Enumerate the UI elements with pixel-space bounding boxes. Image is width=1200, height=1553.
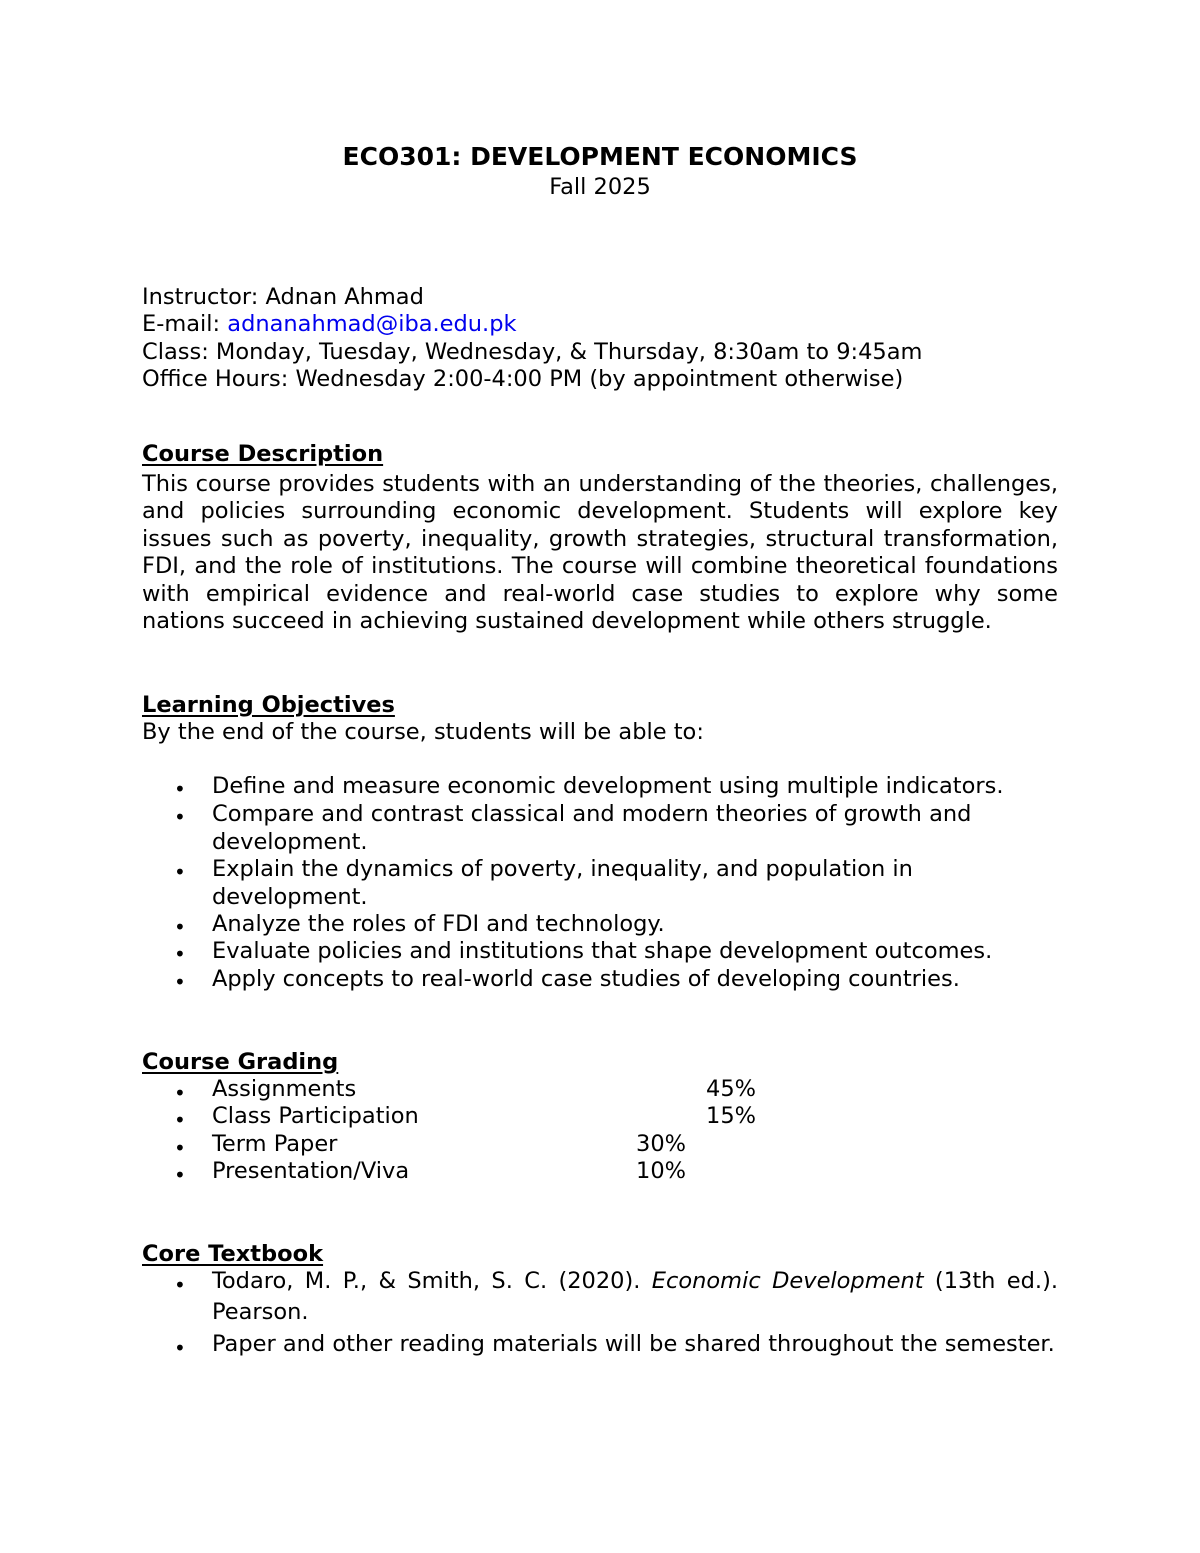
objective-item: Apply concepts to real-world case studies of developing countries. <box>212 966 960 992</box>
other-readings: Paper and other reading materials will be shared throughout the semester. <box>212 1331 1055 1357</box>
email-label: E-mail: <box>142 311 228 337</box>
bullet-icon <box>174 972 184 982</box>
course-title: ECO301: DEVELOPMENT ECONOMICS <box>342 142 858 171</box>
objective-item: Analyze the roles of FDI and technology. <box>212 911 665 937</box>
email-link[interactable]: adnanahmad@iba.edu.pk <box>227 311 517 337</box>
learning-objectives-heading: Learning Objectives <box>142 692 395 718</box>
instructor-line: Instructor: Adnan Ahmad <box>142 284 424 310</box>
bullet-icon <box>174 1275 184 1285</box>
objective-item: Explain the dynamics of poverty, inequality, and population in development. <box>212 856 913 910</box>
course-term: Fall 2025 <box>549 174 651 200</box>
office-hours-line: Office Hours: Wednesday 2:00-4:00 PM (by appointment otherwise) <box>142 366 904 392</box>
grading-item-weight: 30% <box>636 1131 687 1157</box>
bullet-icon <box>174 1138 184 1148</box>
textbook-reference: Todaro, M. P., & Smith, S. C. (2020). Economic Development (13th ed.). Pearson. <box>212 1268 1058 1325</box>
bullet-icon <box>174 944 184 954</box>
grading-item-label: Presentation/Viva <box>212 1158 410 1184</box>
grading-item-label: Class Participation <box>212 1103 419 1129</box>
class-schedule-line: Class: Monday, Tuesday, Wednesday, & Thursday, 8:30am to 9:45am <box>142 339 923 365</box>
bullet-icon <box>174 779 184 789</box>
grading-item-weight: 15% <box>706 1103 757 1129</box>
course-description-text: This course provides students with an understanding of the theories, challenges, and policies surrounding economic development. Students will explore key issues such as poverty, inequality, growth strategies, structural transformation, FDI, and the role of institutions. The course will combine theoretical foundations with empirical evidence and real-world case studies to explore why some nations succeed in achieving sustained development while others struggle. <box>142 471 1058 635</box>
objectives-intro: By the end of the course, students will be able to: <box>142 719 704 745</box>
grading-item-weight: 10% <box>636 1158 687 1184</box>
bullet-icon <box>174 1110 184 1120</box>
grading-item-label: Term Paper <box>212 1131 338 1157</box>
bullet-icon <box>174 862 184 872</box>
grading-item-label: Assignments <box>212 1076 357 1102</box>
objective-item: Define and measure economic development using multiple indicators. <box>212 773 1004 799</box>
email-line <box>142 313 517 336</box>
bullet-icon <box>174 1165 184 1175</box>
textbook-title: Economic Development <box>651 1268 924 1294</box>
bullet-icon <box>174 807 184 817</box>
core-textbook-heading: Core Textbook <box>142 1241 324 1267</box>
bullet-icon <box>174 1338 184 1348</box>
objective-item: Evaluate policies and institutions that shape development outcomes. <box>212 938 993 964</box>
course-description-heading: Course Description <box>142 441 384 467</box>
objective-item: Compare and contrast classical and modern theories of growth and development. <box>212 801 972 855</box>
course-grading-heading: Course Grading <box>142 1049 339 1075</box>
grading-item-weight: 45% <box>706 1076 757 1102</box>
bullet-icon <box>174 1083 184 1093</box>
bullet-icon <box>174 917 184 927</box>
